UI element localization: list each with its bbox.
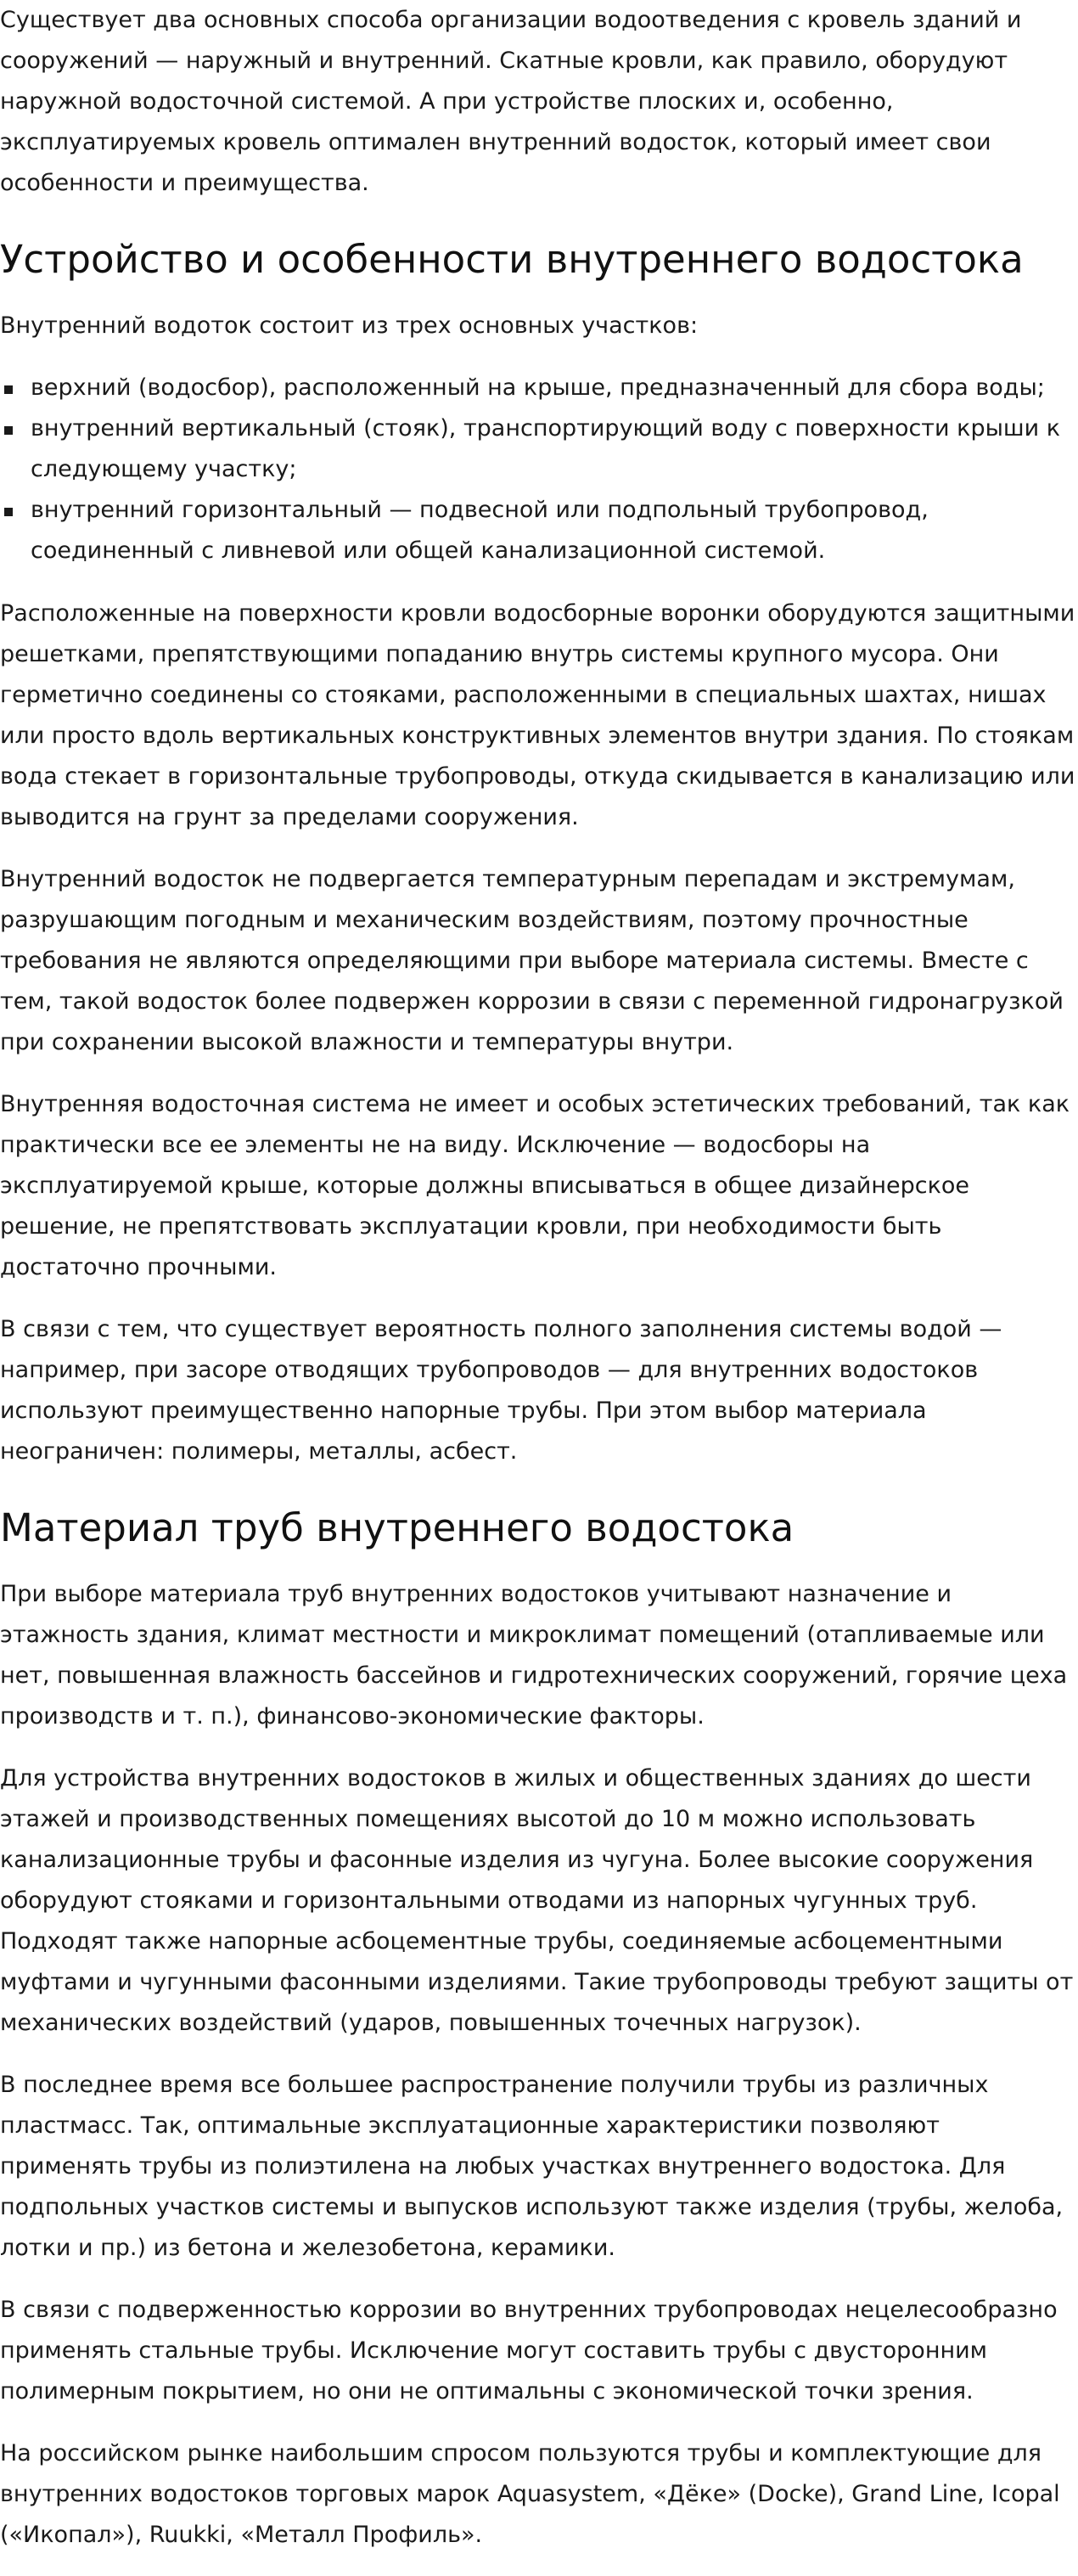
list-item [0,368,1076,408]
body-paragraph: Расположенные на поверхности кровли водосборные воронки оборудуются защитными решетками, препятствующими попаданию внутрь системы крупного мусора. Они герметично соединены со стояками, расположенными в специальных шахтах, нишах или просто вдоль вертикальных конструктивных элементов внутри здания. По стоякам вода стекает в горизонтальные трубопроводы, откуда скидывается в канализацию или выводится на грунт за пределами сооружения. [0,600,1075,830]
bullet-icon [4,426,13,435]
section-heading-device: Устройство и особенности внутреннего водостока [0,237,1024,282]
body-paragraph: Внутренняя водосточная система не имеет и особых эстетических требований, так как практически все ее элементы не на виду. Исключение — водосборы на эксплуатируемой крыше, которые должны вписываться в общее дизайнерское решение, не препятствовать эксплуатации кровли, при необходимости быть достаточно прочными. [0,1091,1070,1280]
section-heading-material: Материал труб внутреннего водостока [0,1505,794,1550]
body-paragraph: В связи с подверженностью коррозии во внутренних трубопроводах нецелесообразно применять стальные трубы. Исключение могут составить трубы с двусторонним полимерным покрытием, но они не оптимальны с экономической точки зрения. [0,2297,1058,2404]
intro-paragraph: Существует два основных способа организации водоотведения с кровель зданий и сооружений — наружный и внутренний. Скатные кровли, как правило, оборудуют наружной водосточной системой. А при устройстве плоских и, особенно, эксплуатируемых кровель оптимален внутренний водосток, который имеет свои особенности и преимущества. [0,7,1022,196]
list-item [0,408,1076,490]
list-item-text: верхний (водосбор), расположенный на крыше, предназначенный для сбора воды; [31,374,1045,401]
body-paragraph: На российском рынке наибольшим спросом пользуются трубы и комплектующие для внутренних водостоков торговых марок Aquasystem, «Дёке» (Docke), Grand Line, Icopal («Икопал»), Ruukki, «Металл Профиль». [0,2440,1060,2548]
sections-list [0,368,1076,571]
bullet-icon [4,385,13,394]
body-paragraph: В связи с тем, что существует вероятность полного заполнения системы водой — например, при засоре отводящих трубопроводов — для внутренних водостоков используют преимущественно напорные трубы. При этом выбор материала неограничен: полимеры, металлы, асбест. [0,1316,1002,1465]
body-paragraph: Для устройства внутренних водостоков в жилых и общественных зданиях до шести этажей и производственных помещениях высотой до 10 м можно использовать канализационные трубы и фасонные изделия из чугуна. Более высокие сооружения оборудуют стояками и горизонтальными отводами из напорных чугунных труб. Подходят также напорные асбоцементные трубы, соединяемые асбоцементными муфтами и чугунными фасонными изделиями. Такие трубопроводы требуют защиты от механических воздействий (ударов, повышенных точечных нагрузок). [0,1765,1074,2036]
body-paragraph: В последнее время все большее распространение получили трубы из различных пластмасс. Так, оптимальные эксплуатационные характеристики позволяют применять трубы из полиэтилена на любых участках внутреннего водостока. Для подпольных участков системы и выпусков используют также изделия (трубы, желоба, лотки и пр.) из бетона и железобетона, керамики. [0,2072,1064,2261]
list-item-text: внутренний вертикальный (стояк), транспортирующий воду с поверхности крыши к следующему участку; [31,415,1061,482]
body-paragraph: При выборе материала труб внутренних водостоков учитывают назначение и этажность здания, климат местности и микроклимат помещений (отапливаемые или нет, повышенная влажность бассейнов и гидротехнических сооружений, горячие цеха производств и т. п.), финансово-экономические факторы. [0,1581,1068,1730]
section-lead: Внутренний водоток состоит из трех основных участков: [0,312,699,339]
body-paragraph: Внутренний водосток не подвергается температурным перепадам и экстремумам, разрушающим погодным и механическим воздействиям, поэтому прочностные требования не являются определяющими при выборе материала системы. Вместе с тем, такой водосток более подвержен коррозии в связи с переменной гидронагрузкой при сохранении высокой влажности и температуры внутри. [0,866,1064,1055]
bullet-icon [4,508,13,516]
list-item [0,490,1076,571]
list-item-text: внутренний горизонтальный — подвесной или подпольный трубопровод, соединенный с ливневой или общей канализационной системой. [31,497,929,564]
